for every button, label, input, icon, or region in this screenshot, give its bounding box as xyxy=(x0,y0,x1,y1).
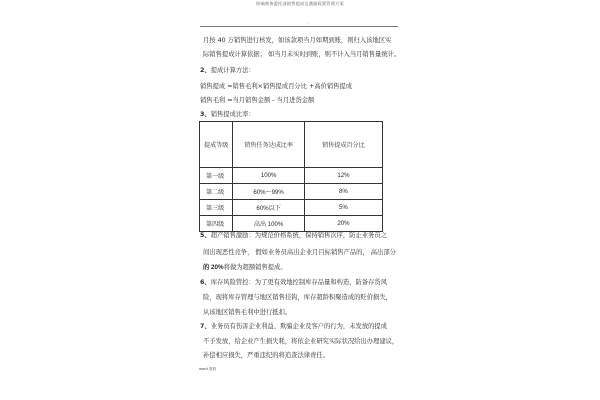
table-header-percent: 销售提成百分比 xyxy=(304,122,382,168)
formula-commission: 销售提成 =销售毛利×销售提成百分比 +高价销售提成 xyxy=(200,83,353,90)
header-mark: . xyxy=(307,20,309,25)
section-7-text: 业务员有伤害企业利益、欺骗企业及客户的行为，未发放的提成 xyxy=(210,323,387,330)
table-row xyxy=(200,216,383,232)
section-6-line-1 xyxy=(200,279,387,287)
tier-percent: 20% xyxy=(304,216,382,232)
section-2-number: 2、 xyxy=(200,67,211,74)
section-6-text: 库存风险管控：为了更有效地控制库存品量和构造，防备存货风 xyxy=(210,279,387,286)
section-5-line-3-rest: 将做为超额销售提成。 xyxy=(223,264,287,271)
table-row xyxy=(200,184,383,200)
excess-percent: 的 20% xyxy=(203,264,224,271)
tier-level: 第四级 xyxy=(200,216,233,232)
section-6-line-2: 险，现将库存管理与地区销售挂钩，库存超龄积聚造成的贬价损失， xyxy=(203,294,392,301)
section-3-heading xyxy=(200,111,255,119)
table-row xyxy=(200,200,383,216)
tier-percent: 8% xyxy=(304,184,382,200)
commission-tier-table xyxy=(199,121,383,232)
table-header-rate: 销售任务达成比率 xyxy=(233,122,304,168)
section-3-title: 销售提成比率： xyxy=(210,111,255,118)
tier-rate: 高出 100% xyxy=(233,216,304,232)
header-divider xyxy=(200,26,398,27)
section-5-number: 5、 xyxy=(200,232,211,239)
table-row xyxy=(200,168,383,184)
tier-rate: 100% xyxy=(233,168,304,184)
page-header-title: 终端商务委托部销售提成及激励政策管理方案 xyxy=(256,1,344,6)
section-5-text: 超产销售激励：为规范价格系统，保持销售次序，防止业务员之 xyxy=(210,232,387,239)
section-6-number: 6、 xyxy=(200,279,211,286)
section-7-line-2: 不予发放，给企业产生损失耗，将依企业研究实际状况给出办理建议， xyxy=(203,338,399,345)
table-header-row xyxy=(200,122,383,168)
formula-gross-profit: 销售毛利 =当月销售金额 - 当月进货金额 xyxy=(200,97,315,104)
paragraph-1-line-2: 际销售提成计算依据； 如当月未实时到账，则不计入当月销售量统计。 xyxy=(203,51,401,58)
paragraph-1-line-1: 月按 40 万销售进行核发，如该款项当月如期到账，则归入该地区实 xyxy=(203,37,392,44)
section-5-line-3 xyxy=(203,264,287,272)
tier-percent: 12% xyxy=(304,168,382,184)
table-header-level: 提成等级 xyxy=(200,122,233,168)
tier-level: 第一级 xyxy=(200,168,233,184)
section-2-title: 提成计算方法： xyxy=(210,67,255,74)
section-6-line-3: 从该地区销售毛利中进行抵扣。 xyxy=(203,309,292,316)
footer-note: word 资料 xyxy=(199,367,217,371)
tier-level: 第三级 xyxy=(200,200,233,216)
section-5-line-2: 间出现恶性竞争， 假如业务员高出企业月目标销售产品的， 高出部分 xyxy=(203,249,396,256)
section-7-line-3: 补偿相应损失，严重违纪的将追查法律责任。 xyxy=(203,352,329,359)
section-5-line-1 xyxy=(200,232,387,240)
section-7-line-1 xyxy=(200,323,387,331)
tier-rate: 60%以下 xyxy=(233,200,304,216)
section-7-number: 7、 xyxy=(200,323,211,330)
tier-rate: 60%～99% xyxy=(233,184,304,200)
section-2-heading xyxy=(200,67,255,75)
tier-level: 第二级 xyxy=(200,184,233,200)
tier-percent: 5% xyxy=(304,200,382,216)
section-3-number: 3、 xyxy=(200,111,211,118)
